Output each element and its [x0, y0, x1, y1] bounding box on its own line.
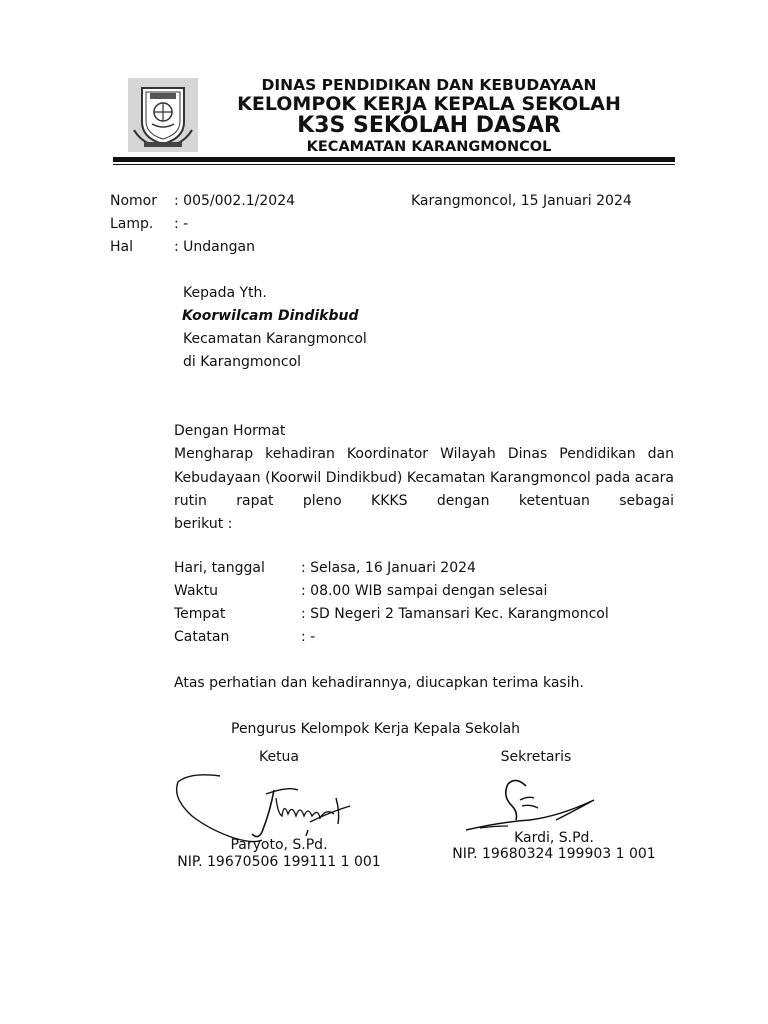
left-signatory-title: Ketua	[258, 749, 300, 765]
hal-label: Hal	[110, 239, 133, 255]
right-signatory-name: Kardi, S.Pd.	[514, 830, 594, 846]
recipient-name: Koorwilcam Dindikbud	[182, 308, 359, 324]
recipient-location: di Karangmoncol	[183, 354, 302, 370]
recipient-district: Kecamatan Karangmoncol	[183, 331, 367, 347]
header-divider-thin	[113, 164, 675, 165]
salutation: Dengan Hormat	[174, 423, 286, 439]
header-agency: DINAS PENDIDIKAN DAN KEBUDAYAAN	[261, 76, 597, 94]
detail-label-place: Tempat	[174, 606, 226, 622]
detail-value-day: : Selasa, 16 Januari 2024	[301, 560, 476, 576]
body-paragraph-end: berikut :	[174, 516, 233, 533]
recipient-greeting: Kepada Yth.	[183, 285, 267, 301]
left-signatory-name: Paryoto, S.Pd.	[230, 837, 328, 853]
header-title: K3S SEKOLAH DASAR	[297, 113, 561, 138]
place-date: Karangmoncol, 15 Januari 2024	[411, 193, 632, 209]
k3s-logo-icon	[128, 78, 198, 152]
body-paragraph: Mengharap kehadiran Koordinator Wilayah Dinas Pendidikan dan Kebudayaan (Koorwil Dindikbud) Kecamatan Karangmoncol pada acara rutin rapat pleno KKKS dengan ketentuan sebagai	[174, 446, 674, 509]
lamp-label: Lamp.	[110, 216, 154, 232]
detail-value-time: : 08.00 WIB sampai dengan selesai	[301, 583, 548, 599]
detail-label-note: Catatan	[174, 629, 230, 645]
letter-body	[174, 420, 674, 536]
detail-value-note: : -	[301, 629, 316, 645]
left-signature-icon	[170, 768, 370, 848]
header-divider-thick	[113, 157, 675, 162]
left-signatory-nip: NIP. 19670506 199111 1 001	[177, 854, 381, 870]
nomor-label: Nomor	[110, 193, 157, 209]
header-organization: KELOMPOK KERJA KEPALA SEKOLAH	[237, 93, 621, 115]
detail-label-day: Hari, tanggal	[174, 560, 265, 576]
header-district: KECAMATAN KARANGMONCOL	[306, 139, 552, 155]
right-signatory-nip: NIP. 19680324 199903 1 001	[452, 846, 656, 862]
closing-text: Atas perhatian dan kehadirannya, diucapkan terima kasih.	[174, 675, 584, 691]
hal-value: : Undangan	[174, 239, 255, 255]
detail-value-place: : SD Negeri 2 Tamansari Kec. Karangmoncol	[301, 606, 609, 622]
signature-heading: Pengurus Kelompok Kerja Kepala Sekolah	[231, 721, 521, 737]
nomor-value: : 005/002.1/2024	[174, 193, 296, 209]
right-signatory-title: Sekretaris	[500, 749, 572, 765]
lamp-value: : -	[174, 216, 189, 232]
detail-label-time: Waktu	[174, 583, 218, 599]
